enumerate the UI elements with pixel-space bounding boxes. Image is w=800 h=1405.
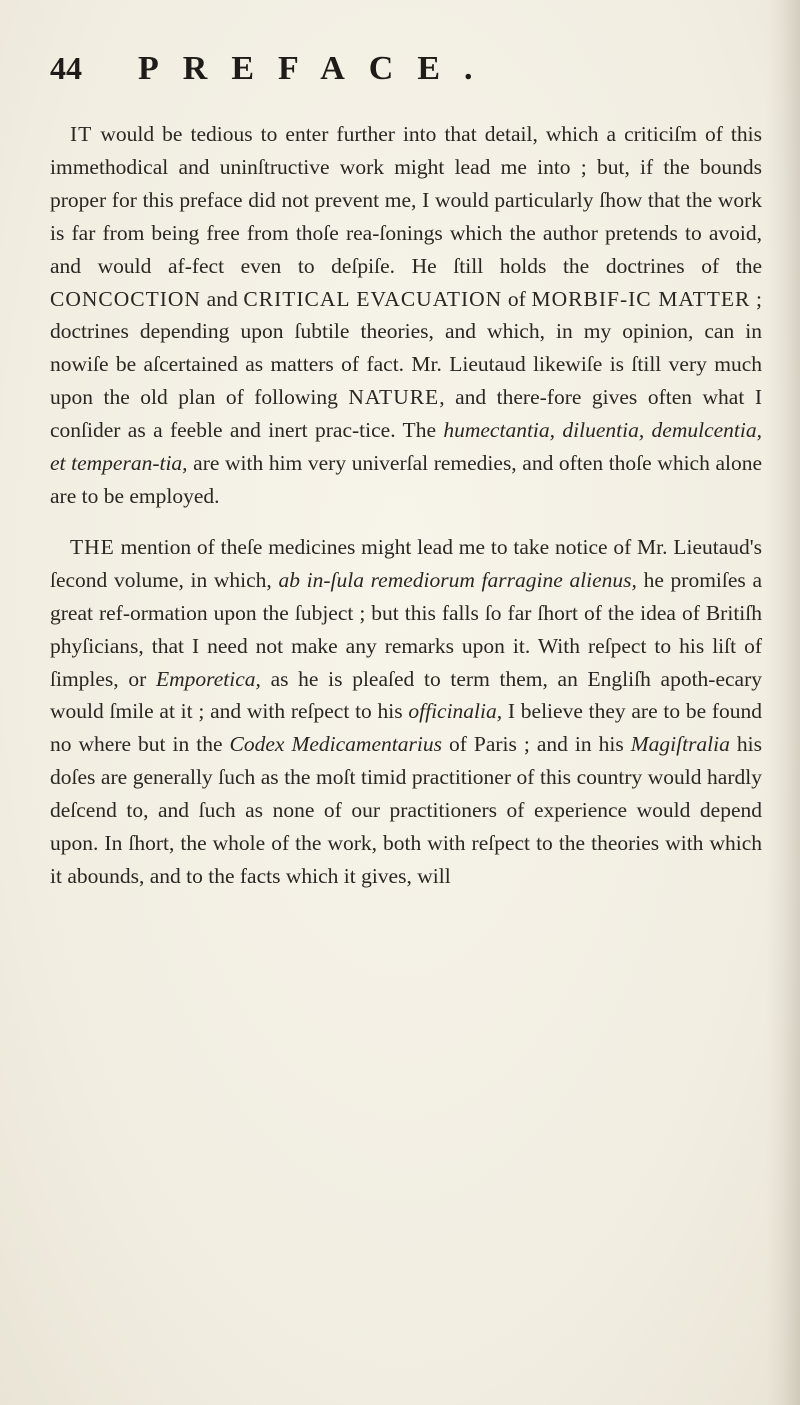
paragraph <box>50 531 762 893</box>
body-text <box>50 118 762 911</box>
italic-text: Emporetica, <box>155 666 261 691</box>
text-run: I believe they are to be found no where but in the <box>50 699 763 757</box>
page-header <box>50 40 750 100</box>
italic-text: humectantia, diluentia, demulcentia, et temperan-tia, <box>50 418 763 476</box>
page-edge-shadow <box>766 0 800 1405</box>
italic-text: ab in-ſula remediorum farragine alienus, <box>278 567 637 592</box>
text-run: he promiſes a great ref-ormation upon the ſubject ; but this falls ſo far ſhort of the idea of Britiſh phyſicians, that I need not make any remarks upon it. With reſpect to his liſt of ſimples, or <box>50 567 762 691</box>
italic-text: Codex Medicamentarius <box>229 732 442 757</box>
text-run: ; doctrines depending upon ſubtile theories, and which, in my opinion, can in nowiſe be aſcertained as matters of fact. Mr. Lieutaud likewiſe is ſtill very much upon the old plan of following <box>50 286 762 410</box>
text-run: of Paris ; and in his <box>441 732 631 757</box>
paragraph <box>50 118 762 513</box>
smallcaps-text: IT <box>70 122 93 146</box>
page-number: 44 <box>50 50 82 86</box>
text-run: are with him very univerſal remedies, and often thoſe which alone are to be employed. <box>50 451 762 508</box>
text-run: mention of theſe medicines might lead me to take notice of Mr. Lieutaud's ſecond volume, in which, <box>50 534 762 592</box>
smallcaps-text: MORBIF-IC MATTER <box>531 286 751 311</box>
text-run: his doſes are generally ſuch as the moſt timid practitioner of this country would hardly deſcend to, and ſuch as none of our practitioners of experience would depend upon. In ſhort, the whole of the work, both with reſpect to the theories with which it abounds, and to the facts which it gives, will <box>50 732 762 888</box>
italic-text: Magiſtralia <box>630 732 730 757</box>
text-run: and <box>200 286 244 311</box>
text-run: would be tedious to enter further into that detail, which a criticiſm of this immethodical and uninſtructive work might lead me into ; but, if the bounds proper for this preface did not prevent me, I would particularly ſhow that the work is far from being free from thoſe rea-ſonings which the author pretends to avoid, and would af-fect even to deſpiſe. He ſtill holds the doctrines of the <box>50 122 762 278</box>
smallcaps-text: THE <box>70 534 115 559</box>
smallcaps-text: CONCOCTION <box>50 286 201 311</box>
text-run: as he is pleaſed to term them, an Engliſh apoth-ecary would ſmile at it ; and with reſpect to his <box>50 666 762 724</box>
text-run: , and there-fore gives often what I conſider as a feeble and inert prac-tice. The <box>50 385 762 443</box>
running-head: PREFACE. <box>138 50 497 87</box>
text-run: of <box>502 286 532 311</box>
italic-text: officinalia, <box>408 699 503 724</box>
smallcaps-text: NATURE <box>348 385 440 410</box>
smallcaps-text: CRITICAL EVACUATION <box>243 286 503 311</box>
